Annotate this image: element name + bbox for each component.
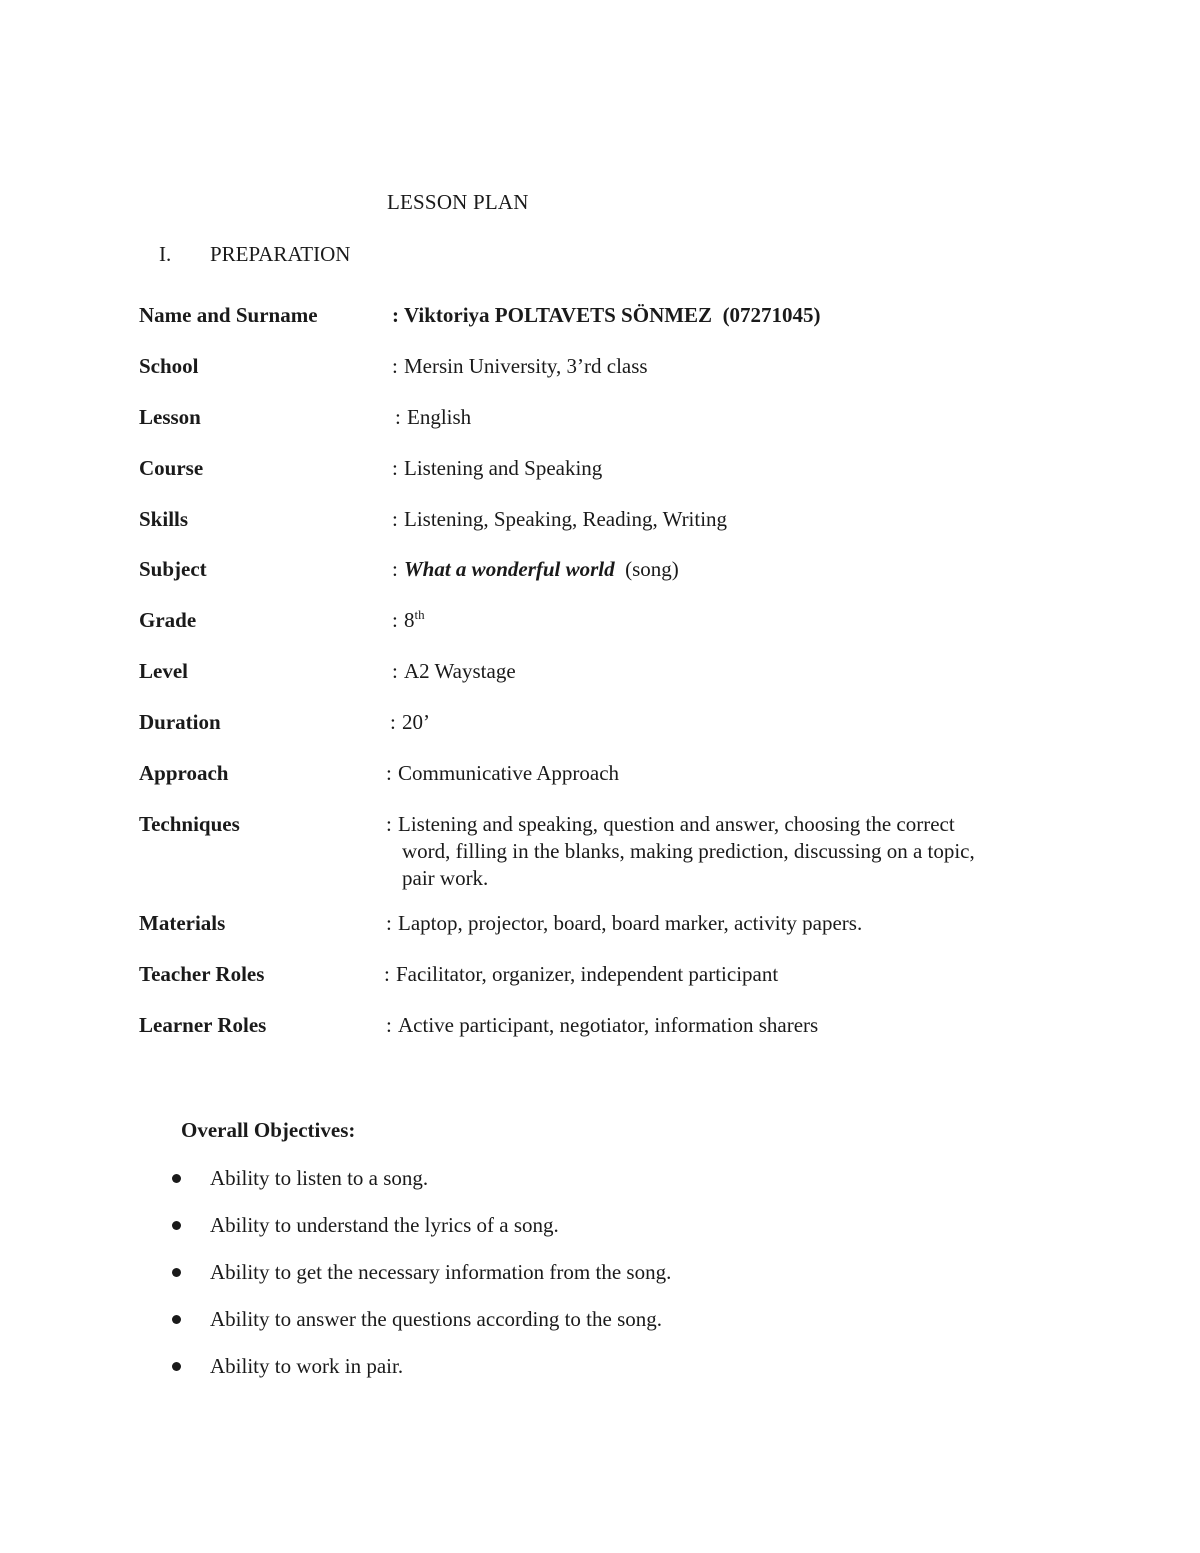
field-label: Techniques xyxy=(139,812,240,836)
field-label: Skills xyxy=(139,507,189,531)
field-value: : Listening, Speaking, Reading, Writing xyxy=(392,507,728,531)
section-heading xyxy=(159,242,350,267)
field-value: : Listening and Speaking xyxy=(392,456,603,480)
bullet-icon xyxy=(172,1174,181,1183)
field-value: : Facilitator, organizer, independent participant xyxy=(384,962,779,986)
field-value: : Active participant, negotiator, information sharers xyxy=(386,1013,819,1037)
document-page: LESSON PLAN I. PREPARATION Name and Surname : Viktoriya POLTAVETS SÖNMEZ (07271045) School : Mersin University, 3’rd class Lesson : English Course : Listening and Speaking Skills : Listening, Speaking, Reading, Writing Subject : What a wonderful world (song) Grade : 8th Level : A2 Waystage Duration : 20’ Approach : Communicative Approach Techniques : Listening and speaking, question and answer, choosing the correct word, filling in the blanks, making prediction, discussing on a topic, pair work. Materials : Laptop, projector, board, board marker, activity papers. Teacher Roles : Facilitator, organizer, independent participant Learner Roles : Active participant, negotiator, information sharers Overall Objectives: Ability to listen to a song. Ability to understand the lyrics of a song. Ability to get the necessary information from the song. Ability to answer the questions according to the song. Ability to work in pair. xyxy=(0,0,1200,1553)
field-value: : Listening and speaking, question and answer, choosing the correct word, filling in the blanks, making prediction, discussing on a topic, pair work. xyxy=(386,812,975,890)
field-label: School xyxy=(139,354,199,378)
field-value: : Viktoriya POLTAVETS SÖNMEZ (07271045) xyxy=(392,303,821,327)
document-title: LESSON PLAN xyxy=(387,190,529,214)
field-label: Course xyxy=(139,456,204,480)
bullet-icon xyxy=(172,1221,181,1230)
objectives-heading: Overall Objectives: xyxy=(181,1118,356,1142)
field-label: Learner Roles xyxy=(139,1013,267,1037)
field-value: : Mersin University, 3’rd class xyxy=(392,354,648,378)
field-label: Subject xyxy=(139,557,207,581)
field-value: : English xyxy=(395,405,472,429)
field-label: Level xyxy=(139,659,188,683)
field-value: : A2 Waystage xyxy=(392,659,516,683)
field-label: Materials xyxy=(139,911,226,935)
field-value: : What a wonderful world (song) xyxy=(392,557,679,581)
section-title: PREPARATION xyxy=(210,242,351,266)
section-number: I. xyxy=(159,242,172,266)
field-value: : Laptop, projector, board, board marker, activity papers. xyxy=(386,911,863,935)
field-label: Grade xyxy=(139,608,197,632)
field-label: Approach xyxy=(139,761,229,785)
bullet-icon xyxy=(172,1315,181,1324)
field-label: Duration xyxy=(139,710,221,734)
field-value: : Communicative Approach xyxy=(386,761,620,785)
field-label: Teacher Roles xyxy=(139,962,265,986)
bullet-icon xyxy=(172,1268,181,1277)
field-label: Name and Surname xyxy=(139,303,318,327)
field-value: : 20’ xyxy=(390,710,430,734)
field-value: : 8th xyxy=(392,607,425,632)
field-label: Lesson xyxy=(139,405,201,429)
bullet-icon xyxy=(172,1362,181,1371)
